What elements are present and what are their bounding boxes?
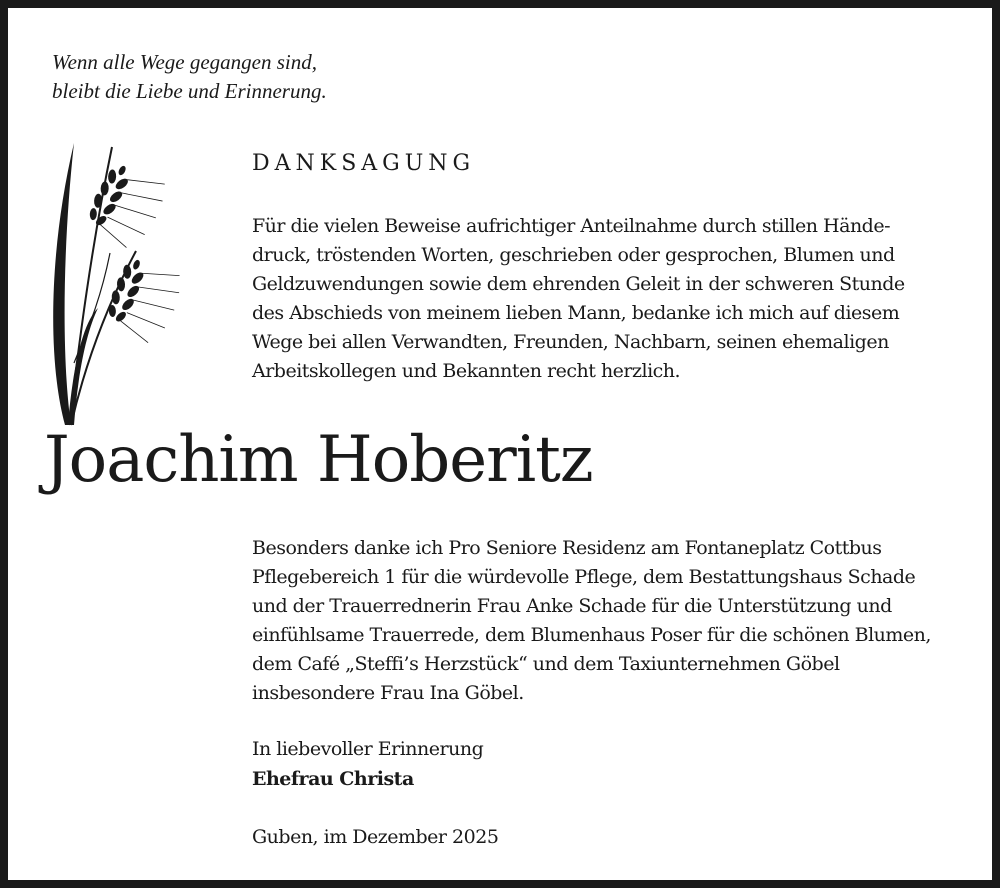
- motto-line: bleibt die Liebe und Erinnerung.: [52, 79, 327, 103]
- paragraph-line: dem Café „Steffi’s Herzstück“ und dem Taxiunternehmen Göbel: [252, 653, 840, 675]
- closing-block: [252, 734, 483, 794]
- paragraph-line: druck, tröstenden Worten, geschrieben oder gesprochen, Blumen und: [252, 244, 895, 266]
- paragraph-line: Wege bei allen Verwandten, Freunden, Nachbarn, seinen ehemaligen: [252, 331, 889, 353]
- motto-line: Wenn alle Wege gegangen sind,: [52, 50, 317, 74]
- paragraph-line: und der Trauerrednerin Frau Anke Schade für die Unterstützung und: [252, 595, 892, 617]
- thanks-paragraph: [252, 212, 905, 386]
- paragraph-line: Arbeitskollegen und Bekannten recht herzlich.: [252, 360, 681, 382]
- closing-phrase: In liebevoller Erinnerung: [252, 738, 484, 760]
- paragraph-line: Für die vielen Beweise aufrichtiger Anteilnahme durch stillen Hände-: [252, 215, 891, 237]
- deceased-name: Joachim Hoberitz: [44, 423, 593, 497]
- paragraph-line: Geldzuwendungen sowie dem ehrenden Geleit in der schweren Stunde: [252, 273, 905, 295]
- special-thanks-paragraph: [252, 534, 931, 708]
- place-and-date: Guben, im Dezember 2025: [252, 826, 499, 848]
- heading-danksagung: DANKSAGUNG: [252, 151, 476, 176]
- paragraph-line: des Abschieds von meinem lieben Mann, bedanke ich mich auf diesem: [252, 302, 900, 324]
- paragraph-line: einfühlsame Trauerrede, dem Blumenhaus Poser für die schönen Blumen,: [252, 624, 931, 646]
- motto: [52, 48, 327, 106]
- paragraph-line: Besonders danke ich Pro Seniore Residenz am Fontaneplatz Cottbus: [252, 537, 882, 559]
- wheat-ears-icon: [38, 133, 198, 433]
- paragraph-line: Pflegebereich 1 für die würdevolle Pflege, dem Bestattungshaus Schade: [252, 566, 916, 588]
- signer-name: Ehefrau Christa: [252, 768, 414, 790]
- paragraph-line: insbesondere Frau Ina Göbel.: [252, 682, 524, 704]
